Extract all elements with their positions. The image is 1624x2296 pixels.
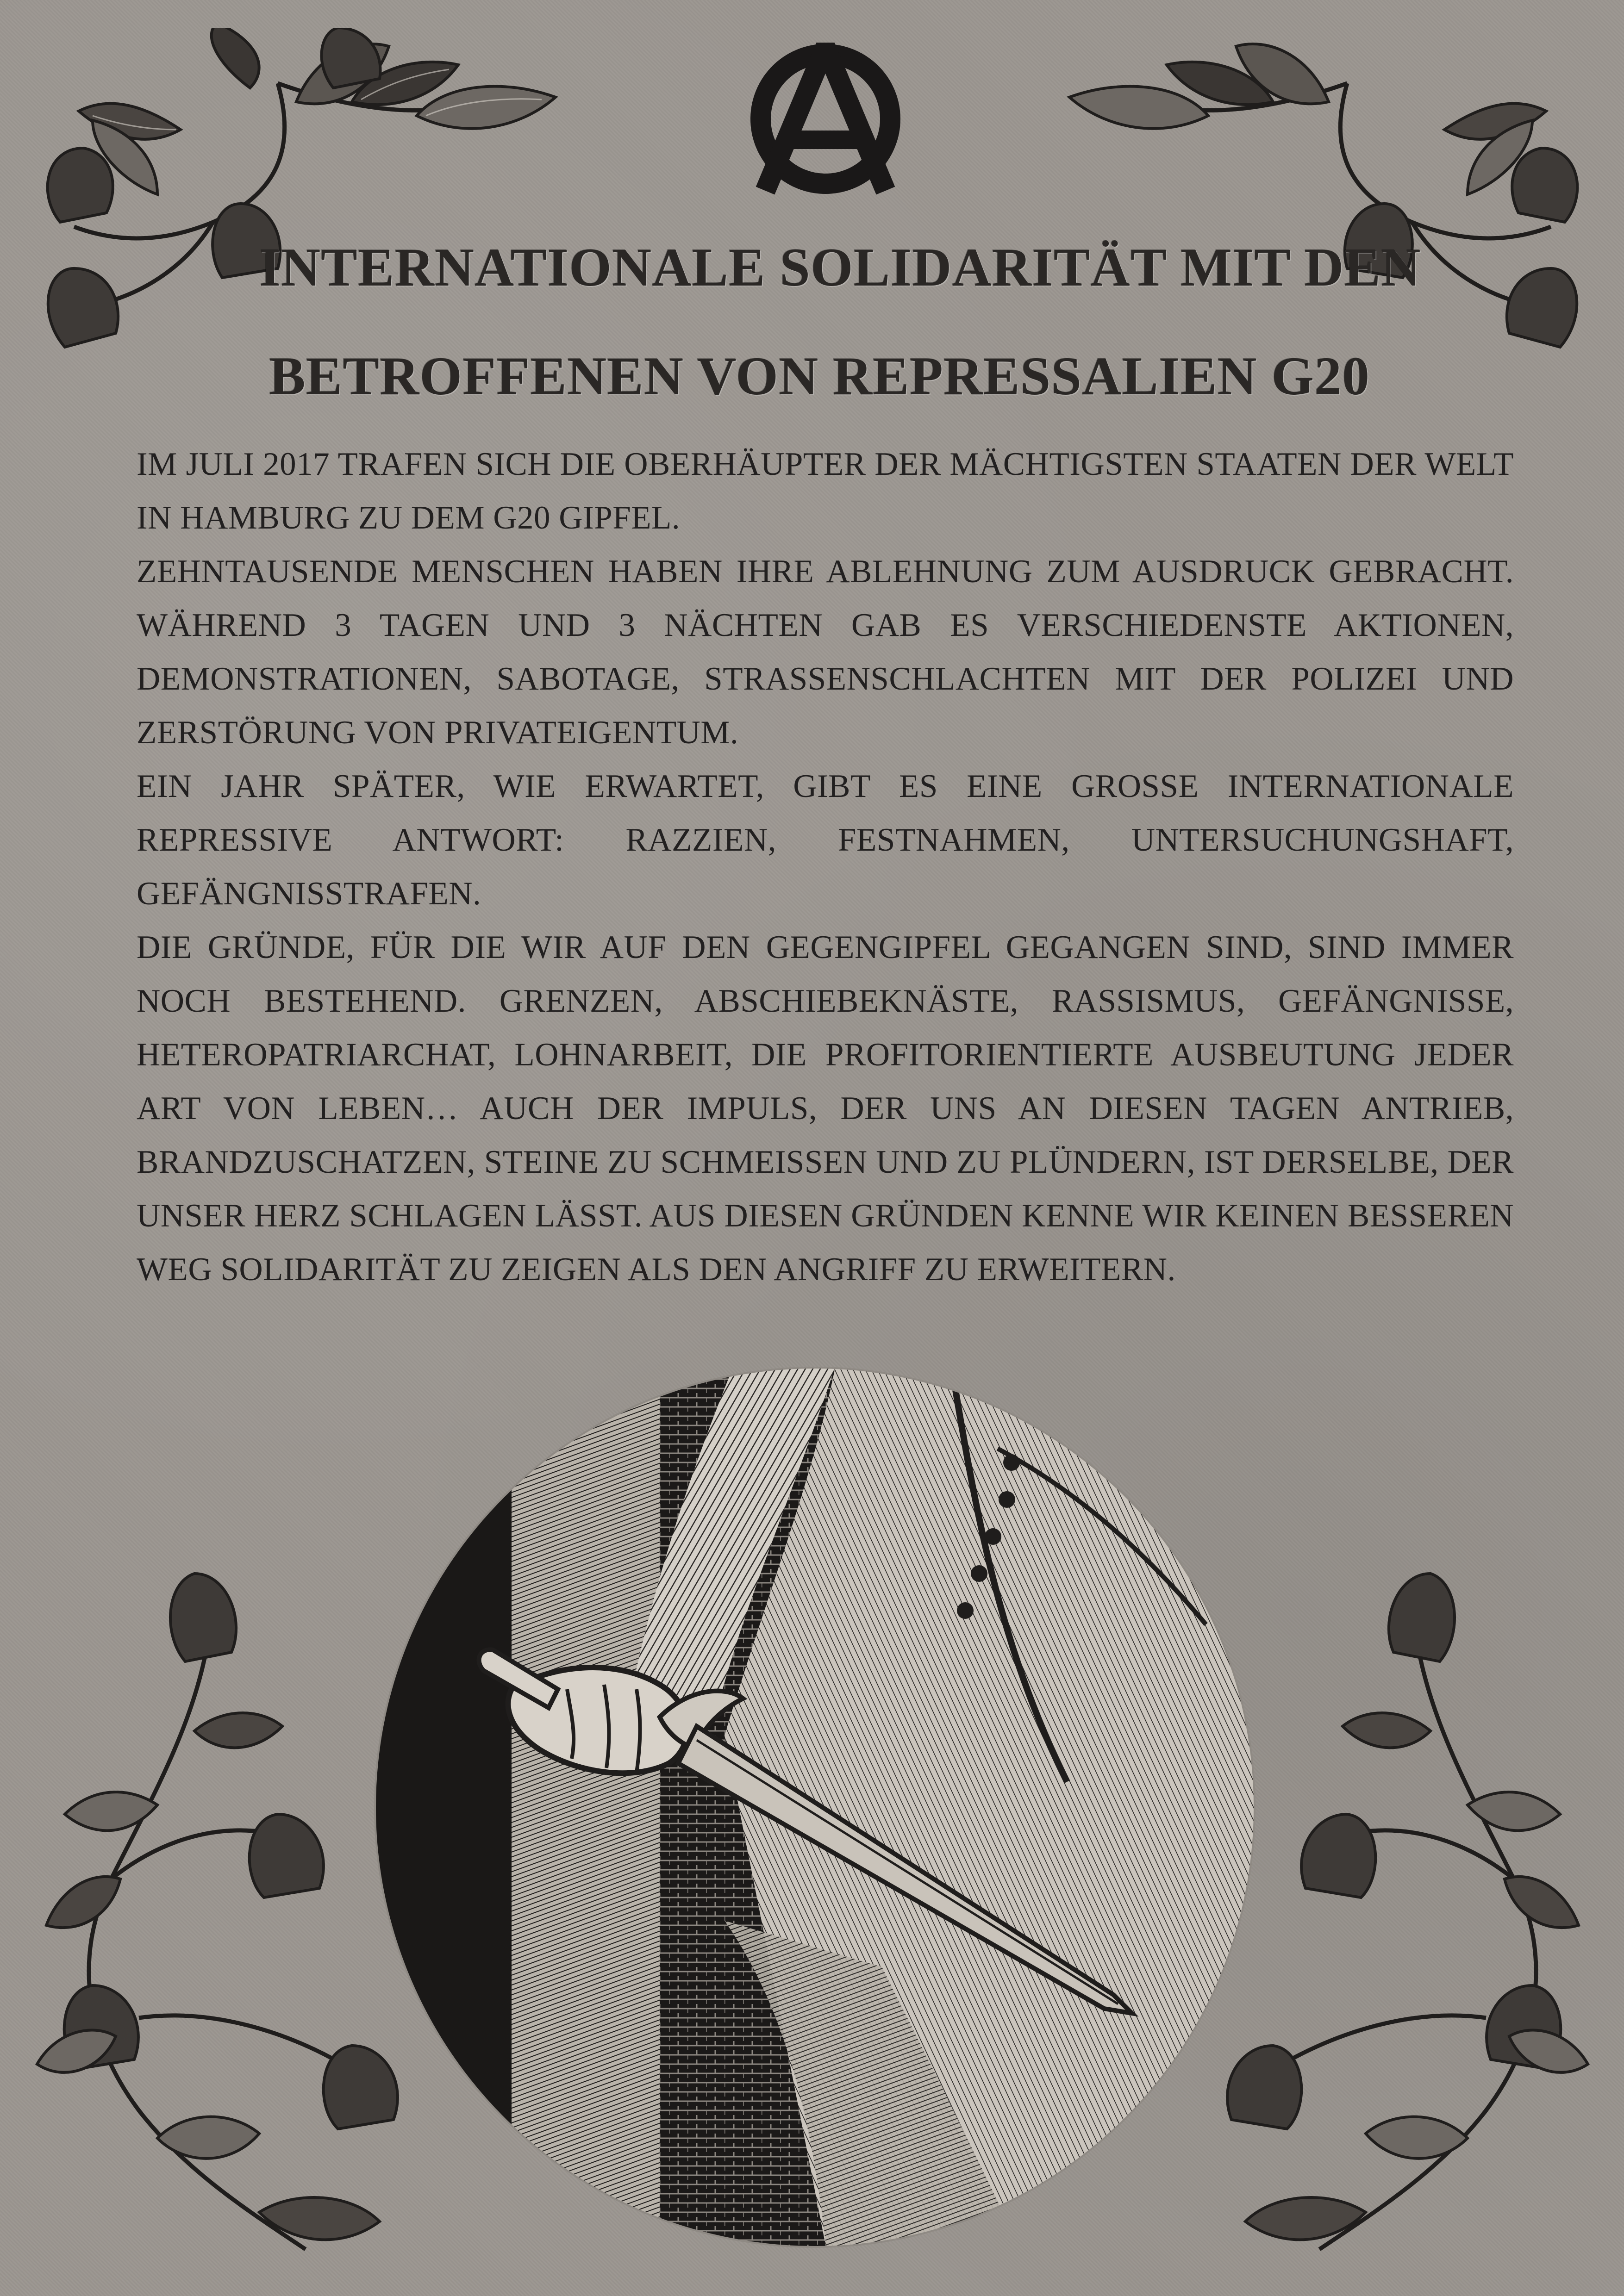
page-title: [259, 213, 1421, 430]
floral-ornament-bottom-left: [19, 1555, 528, 2268]
paragraph-1: IM JULI 2017 TRAFEN SICH DIE OBERHÄUPTER DER MÄCHTIGSTEN STAATEN DER WELT IN HAMBURG ZU DEM G20 GIPFEL.: [137, 446, 1514, 536]
title-line-1: INTERNATIONALE SOLIDARITÄT MIT DEN: [259, 237, 1421, 298]
floral-ornament-bottom-right: [1097, 1555, 1606, 2268]
title-line-2: BETROFFENEN VON REPRESSALIEN G20: [269, 346, 1370, 406]
paragraph-2: ZEHNTAUSENDE MENSCHEN HABEN IHRE ABLEHNUNG ZUM AUSDRUCK GEBRACHT. WÄHREND 3 TAGEN UND 3 NÄCHTEN GAB ES VERSCHIEDENSTE AKTIONEN, DEMONSTRATIONEN, SABOTAGE, STRASSENSCHLACHTEN MIT DER POLIZEI UND ZERSTÖRUNG VON PRIVATEIGENTUM.: [137, 554, 1514, 751]
body-text: [137, 437, 1514, 1296]
paragraph-3: EIN JAHR SPÄTER, WIE ERWARTET, GIBT ES EINE GROSSE INTERNATIONALE REPRESSIVE ANTWORT: RAZZIEN, FESTNAHMEN, UNTERSUCHUNGSHAFT, GEFÄNGNISSTRAFEN.: [137, 768, 1514, 912]
paragraph-4: DIE GRÜNDE, FÜR DIE WIR AUF DEN GEGENGIPFEL GEGANGEN SIND, SIND IMMER NOCH BESTEHEND. GRENZEN, ABSCHIEBEKNÄSTE, RASSISMUS, GEFÄNGNISSE, HETEROPATRIARCHAT, LOHNARBEIT, DIE PROFITORIENTIERTE AUSBEUTUNG JEDER ART VON LEBEN… AUCH DER IMPULS, DER UNS AN DIESEN TAGEN ANTRIEB, BRANDZUSCHATZEN, STEINE ZU SCHMEISSEN UND ZU PLÜNDERN, IST DERSELBE, DER UNSER HERZ SCHLAGEN LÄSST. AUS DIESEN GRÜNDEN KENNE WIR KEINEN BESSEREN WEG SOLIDARITÄT ZU ZEIGEN ALS DEN ANGRIFF ZU ERWEITERN.: [137, 929, 1514, 1288]
anarchy-logo-icon: [747, 43, 904, 195]
